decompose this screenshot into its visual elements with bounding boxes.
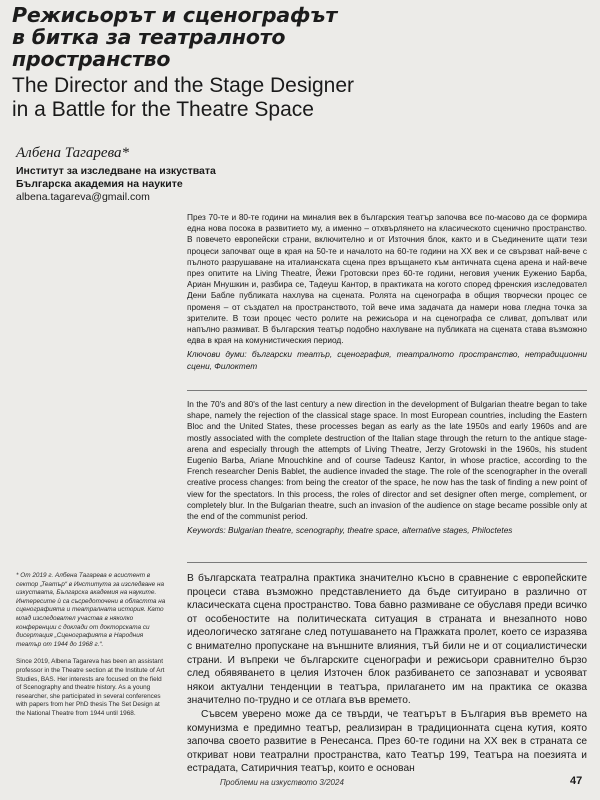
body-paragraph: Съвсем уверено може да се твърди, че театърът в България във времето на комунизма е предимно театър, реализиран в традиционната сцена кутия, която започва своето развитие в Ренесанса. През 60-те години на ХХ век в страната се откриват нови театрални пространства, като Театър 199, Театъра на поезията и естрадата, Сатиричния театър, които е основан (187, 708, 587, 775)
footnote-en: Since 2019, Albena Tagareva has been an assistant professor in the Theatre section at the Institute of Art Studies, BAS. Her interests are focused on the field of Scenography and theatre history. As a young researcher, she participated in several conferences with papers from her PhD thesis The Set Design at the National Theatre from 1944 until 1968. (16, 658, 165, 717)
abstract-en-text: In the 70's and 80's of the last century a new direction in the development of Bulgarian theatre began to take shape, namely the rejection of the classical stage space. In most European countries, including the Eastern Bloc and the United States, these processes began as early as the late 1950s and early 1960s and are mostly associated with the complete destruction of the Italian stage through the return to the antique stage-arena and especially through the attempts of Living Theatre, Jerzy Grotowski in the 1960s, his student Eugenio Barba, Ariane Mnouchkine and of course Tadeusz Kantor, in whose practice, according to the French researcher Denis Bablet, the audience invaded the stage. The role of the scenographer in the overall creative process changes: from being the creator of the space, he now has the task of finding a new point of view for the spectators. In this process, the roles of director and set designer often merge, complement, or completely blur. In the Bulgarian theatre, such an invasion of the audience on stage became possible only at the end of the communist period. (187, 399, 587, 522)
title-english (12, 74, 592, 122)
academy: Българска академия на науките (16, 178, 183, 190)
journal-footer: Проблеми на изкуството 3/2024 (220, 778, 344, 787)
institute: Институт за изследване на изкуствата (16, 165, 216, 177)
page-number: 47 (570, 775, 583, 787)
divider (187, 562, 587, 563)
author-footnote (16, 572, 168, 728)
title-bg-line: Режисьорът и сценографът (12, 3, 338, 27)
abstract-bulgarian (187, 212, 587, 372)
author-affiliation (16, 165, 216, 204)
abstract-english (187, 399, 587, 536)
author-email[interactable]: albena.tagareva@gmail.com (16, 191, 150, 203)
divider (187, 390, 587, 391)
title-en-line: in a Battle for the Theatre Space (12, 98, 314, 121)
author-name: Албена Тагарева* (16, 145, 129, 161)
title-en-line: The Director and the Stage Designer (12, 74, 355, 97)
body-paragraph: В българската театрална практика значително късно в сравнение с европейските процеси става възможно представлението да бъде ситуирано в различно от класическата сцена пространство. Това бавно размиване се обуславя преди всичко от особеностите на политическата ситуация в страната и внезапното ново идеологическо затягане след потушаването на Пражката пролет, което се изразява с внимателно пропускане на външните влияния, тъй били не и от социалистически страни. И въпреки че българските сценографи и режисьори сравнително бързо след обявяването в целия Източен блок разбиването се запознават и усвояват някои актуални тенденции в театъра, прилагането им на практика се оказва значително по-трудно и се отлага във времето. (187, 573, 587, 707)
body-text (187, 572, 587, 776)
footnote-bg: * От 2019 г. Албена Тагарева е асистент в сектор „Театър“ в Института за изследване на изкуствата, Българска академия на науките. Интересите ѝ са съсредоточени в областта на сценографията и театралната история. Като млад изследовател участва в няколко конференции с доклади от докторската си дисертация „Сценографията в Народния театър от 1944 до 1968 г.“. (16, 572, 166, 648)
title-bulgarian (12, 4, 572, 70)
keywords-bg: Ключови думи: български театър, сценография, театралното пространство, нетрадиционни сцени, Филоктет (187, 349, 587, 371)
title-bg-line: пространство (12, 47, 171, 71)
keywords-en: Keywords: Bulgarian theatre, scenography, theatre space, alternative stages, Philoctetes (187, 525, 513, 536)
title-bg-line: в битка за театралното (12, 25, 286, 49)
abstract-bg-text: През 70-те и 80-те години на миналия век в българския театър започва все по-масово да се формира една нова посока в развитието му, а именно – отхвърлянето на класическото сценично пространство. В повечето европейски страни, включително и от Източния блок, както и в Съединените щати тези процеси започват още в края на 50-те и началото на 60-те години на ХХ век и се свързват най-вече с пълното разрушаване на италианската сцена през връщането към античната сцена арена и най-вече през опитите на Living Theatre, Йежи Гротовски през 60-те години, неговия ученик Еуженио Барба, Ариан Мнушкин и, разбира се, Тадеуш Кантор, в практиката на когото според френския изследовател Дени Бабле публиката нахлува на сцената. Ролята на сценографа в общия творчески процес се променя – от създател на пространството, той вече има задачата да намери нова гледна точка за зрителите. В този процес често ролите на режисьора и на сценографа се сливат, допълват или напълно размиват. В българския театър подобно нахлуване на публиката на сцената става възможно едва в края на комунистическия период. (187, 212, 587, 346)
